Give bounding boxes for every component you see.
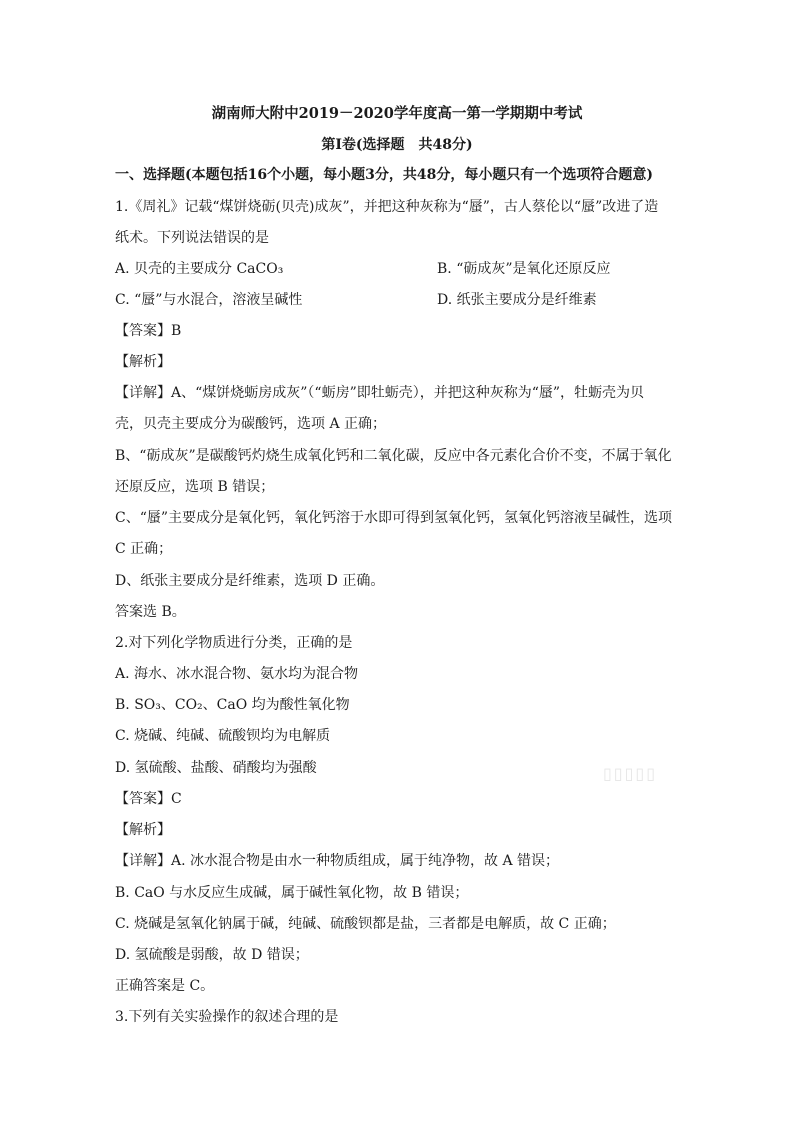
q2-answer: 【答案】C: [115, 791, 182, 807]
q2-option-c: C. 烧碱、纯碱、硫酸钡均为电解质: [115, 728, 331, 744]
watermark: ▯▯▯▯▯: [603, 764, 658, 783]
q1-option-a: A. 贝壳的主要成分 CaCO₃: [115, 261, 284, 277]
q1-stem-line1: 1.《周礼》记载“煤饼烧砺(贝壳)成灰”，并把这种灰称为“蜃”，古人蔡伦以“蜃”改进了造: [115, 199, 659, 215]
q1-detail-line: 壳，贝壳主要成分为碳酸钙，选项 A 正确；: [115, 416, 387, 432]
q1-detail-line: D、纸张主要成分是纤维素，选项 D 正确。: [115, 573, 385, 589]
q2-detail-line: B. CaO 与水反应生成碱，属于碱性氧化物，故 B 错误；: [115, 885, 469, 901]
q3-stem: 3.下列有关实验操作的叙述合理的是: [115, 1009, 339, 1025]
q1-option-b: B. “砺成灰”是氧化还原反应: [437, 261, 611, 277]
q2-detail-line: D. 氢硫酸是弱酸，故 D 错误；: [115, 947, 309, 963]
q1-detail-line: 【详解】A、“煤饼烧蛎房成灰”（“蛎房”即牡蛎壳），并把这种灰称为“蜃”，牡蛎壳为贝: [115, 385, 645, 401]
q2-detail-line: C. 烧碱是氢氧化钠属于碱，纯碱、硫酸钡都是盐，三者都是电解质，故 C 正确；: [115, 916, 616, 932]
q1-option-d: D. 纸张主要成分是纤维素: [437, 292, 597, 308]
exam-title: 湖南师大附中2019－2020学年度高一第一学期期中考试: [211, 105, 583, 122]
q1-detail-line: 答案选 B。: [115, 604, 186, 620]
q1-detail-line: C 正确；: [115, 541, 173, 557]
q1-detail-line: C、“蜃”主要成分是氧化钙，氧化钙溶于水即可得到氢氧化钙，氢氧化钙溶液呈碱性，选项: [115, 510, 673, 526]
q1-stem-line2: 纸术。下列说法错误的是: [115, 230, 269, 246]
section-heading: 一、选择题(本题包括16个小题，每小题3分，共48分，每小题只有一个选项符合题意): [115, 167, 653, 183]
q2-option-a: A. 海水、冰水混合物、氨水均为混合物: [115, 666, 359, 682]
q2-option-b: B. SO₃、CO₂、CaO 均为酸性氧化物: [115, 697, 350, 713]
q1-option-c: C. “蜃”与水混合，溶液呈碱性: [115, 292, 303, 308]
q2-stem: 2.对下列化学物质进行分类，正确的是: [115, 635, 353, 651]
q2-analysis-label: 【解析】: [115, 822, 171, 838]
part-subtitle: 第Ⅰ卷(选择题 共48分): [321, 137, 473, 153]
q1-detail-line: 还原反应，选项 B 错误；: [115, 479, 275, 495]
q1-detail-line: B、“砺成灰”是碳酸钙灼烧生成氧化钙和二氧化碳，反应中各元素化合价不变，不属于氧化: [115, 448, 672, 464]
q2-detail-line: 正确答案是 C。: [115, 978, 215, 994]
q2-option-d: D. 氢硫酸、盐酸、硝酸均为强酸: [115, 760, 317, 776]
q2-detail-line: 【详解】A. 冰水混合物是由水一种物质组成，属于纯净物，故 A 错误；: [115, 853, 560, 869]
q1-analysis-label: 【解析】: [115, 354, 171, 370]
q1-answer: 【答案】B: [115, 323, 182, 339]
